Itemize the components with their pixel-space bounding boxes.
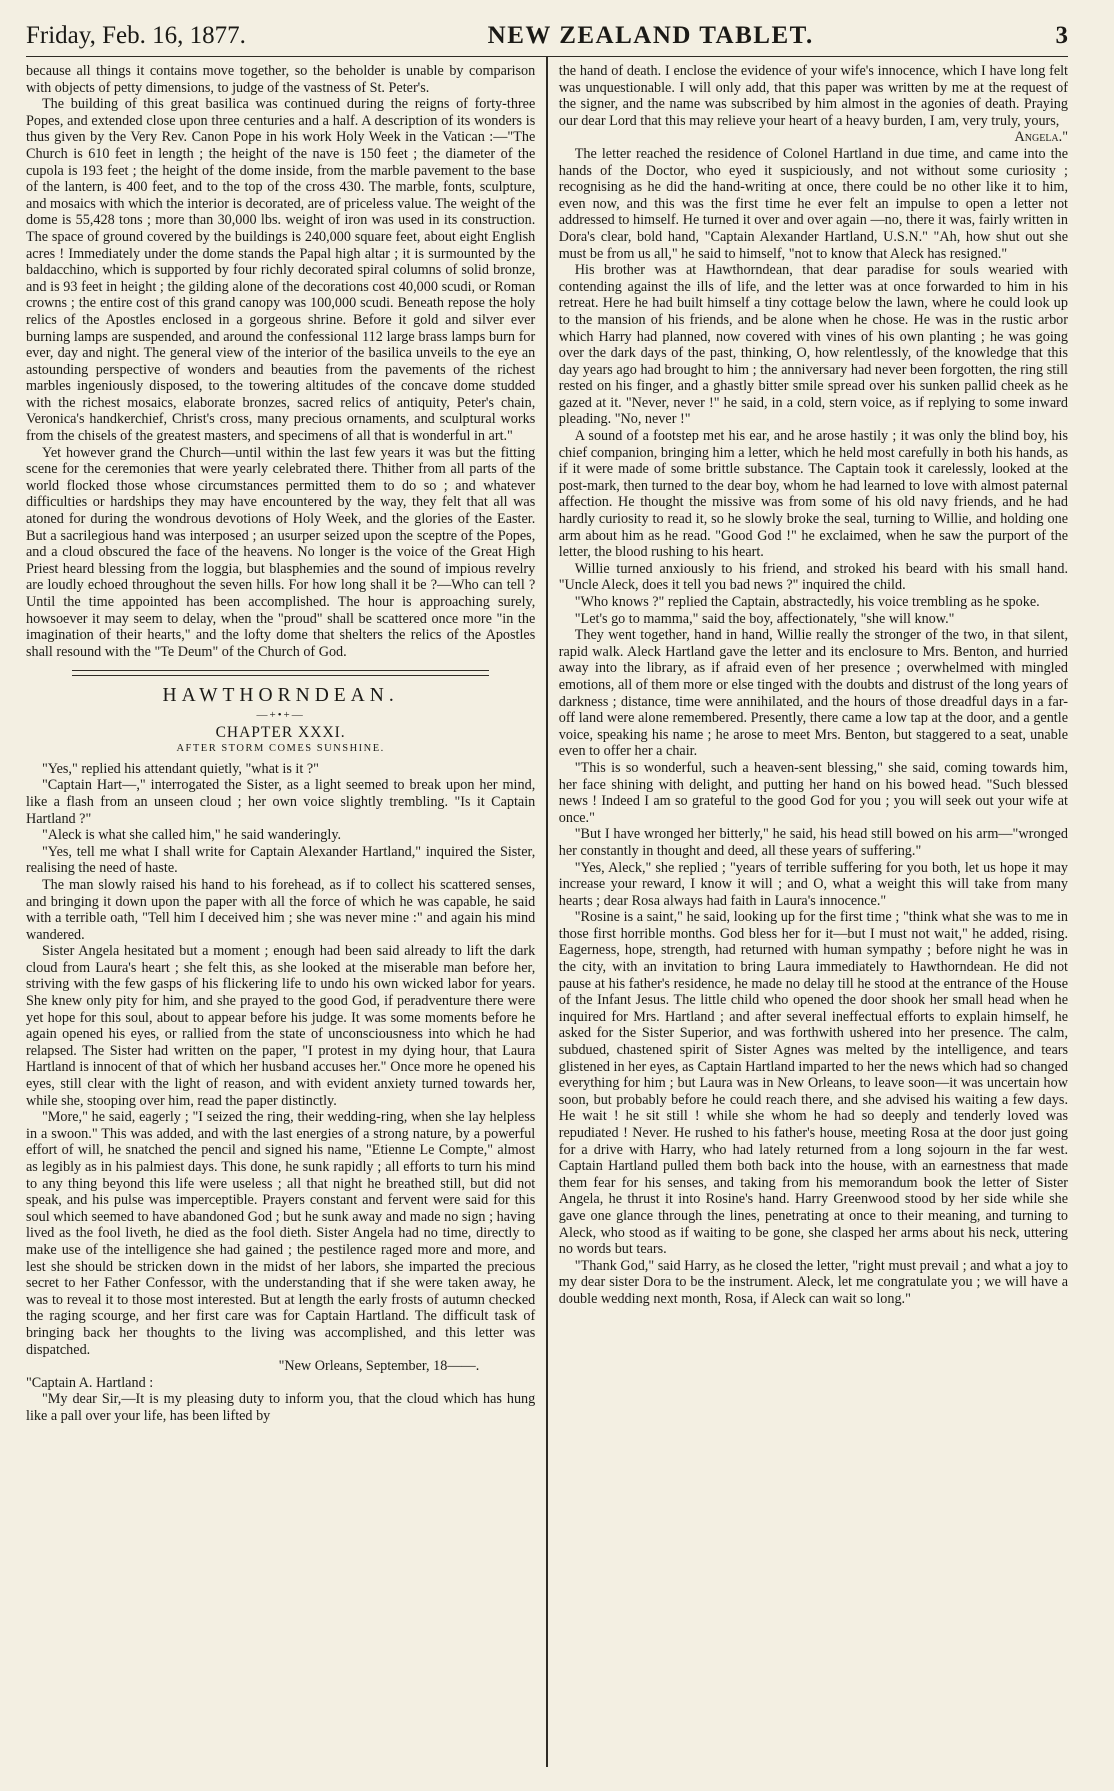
ornament: —+•+— [256, 708, 305, 721]
chapter-subtitle: AFTER STORM COMES SUNSHINE. [176, 743, 385, 755]
letter-signature: Angela." [1014, 129, 1068, 146]
story-paragraph: "Thank God," said Harry, as he closed the letter, "right must prevail ; and what a joy to my dear sister Dora to be the instrument. Aleck, let me congratulate you ; we will have a double wedding next month, Rosa, if Aleck can wait so long." [558, 1257, 1068, 1307]
chapter-title: CHAPTER XXXI. [215, 723, 346, 741]
article-columns [26, 57, 1068, 1767]
left-column [26, 57, 545, 1767]
story-paragraph: "Yes," replied his attendant quietly, "what is it ?" [42, 760, 319, 777]
issue-date: Friday, Feb. 16, 1877. [26, 22, 246, 49]
story-paragraph: "Who knows ?" replied the Captain, abstractedly, his voice trembling as he spoke. [574, 594, 1040, 610]
story-paragraph: "Aleck is what she called him," he said wanderingly. [42, 827, 342, 844]
story-paragraph: "Let's go to mamma," said the boy, affectionately, "she will know." [574, 610, 955, 627]
story-paragraph: "Captain Hart—," interrogated the Sister, as a light seemed to break upon her mind, like a flash from an unseen cloud ; her own voice slightly trembling. "Is it Captain Hartland ?" [26, 777, 536, 827]
story-paragraph: A sound of a footstep met his ear, and he arose hastily ; it was only the blind boy, his chief companion, bringing him a letter, which he held most carefully in both his hands, as if it were made of some brittle substance. The Captain took it carelessly, looked at the post-mark, then turned to the dear boy, whom he had learned to love with almost paternal affection. He thought the missive was from some of his old navy friends, and he had hardly curiosity to read it, so he slowly broke the seal, turning to Willie, and holding one arm about him as he read. "Good God !" he exclaimed, when he saw the purport of the letter, the blood rushing to his heart. [558, 428, 1068, 561]
story-paragraph: His brother was at Hawthorndean, that dear paradise for souls wearied with contending against the ills of life, and the letter was at once forwarded to him in his retreat. Here he had built himself a tiny cottage below the lawn, where he could look up to the mansion of his friends, and be alone when he chose. He was in the rustic arbor which Harry had planned, now covered with vines of his own planting ; he was going over the dark days of the past, thinking, O, how relentlessly, of the knowledge that this day years ago had brought to him ; the anniversary had never been forgotten, the ring still rested on his finger, and a ghastly bitter smile spread over his sunken pallid cheek as he gazed at it. "Never, never !" he said, in a cold, stern voice, as if replying to some inward pleading. "No, never !" [558, 262, 1068, 428]
right-column [549, 57, 1068, 1767]
story-title: HAWTHORNDEAN. [162, 685, 399, 707]
story-paragraph: "But I have wronged her bitterly," he said, his head still bowed on his arm—"wronged her constantly in thought and deed, all these years of suffering." [558, 826, 1068, 859]
story-paragraph: Sister Angela hesitated but a moment ; enough had been said already to lift the dark cloud from Laura's heart ; she felt this, as she looked at the miserable man before her, striving with the few gasps of his flickering life to undo his own wicked labor for years. She knew only pity for him, and she prayed to the good God, if peradventure there were yet hope for this soul, about to appear before his judge. It was some moments before he again opened his eyes, or rallied from the state of unconsciousness into which he had relapsed. The Sister had written on the paper, "I protest in my dying hour, that Laura Hartland is innocent of that of which her husband accuses her." Once more he opened his eyes, still clear with the light of reason, and with evident anxiety turned towards her, while she, stooping over him, read the paper distinctly. [26, 943, 536, 1109]
section-divider [26, 670, 535, 676]
article-paragraph: The building of this great basilica was continued during the reigns of forty-three Popes, and extended close upon three centuries and a half. A description of its wonders is thus given by the Very Rev. Canon Pope in his work Holy Week in the Vatican :—"The Church is 610 feet in length ; the height of the nave is 150 feet ; the diameter of the cupola is 193 feet ; the height of the dome inside, from the marble pavement to the base of the lantern, is 400 feet, and to the top of the cross 430. The marble, fonts, sculpture, and mosaics with which the interior is decorated, are of priceless value. The weight of the dome is 55,428 tons ; more than 30,000 lbs. weight of iron was used in its construction. The space of ground covered by the buildings is 240,000 square feet, about eight English acres ! Immediately under the dome stands the Papal high altar ; it is surmounted by the baldacchino, which is supported by four richly decorated spiral columns of solid bronze, and is 93 feet in height ; the gilding alone of the decorations cost 40,000 scudi, or Roman crowns ; the entire cost of this grand canopy was 100,000 scudi. Beneath repose the holy relics of the Apostles enclosed in a gorgeous shrine. Before it gold and silver ever burning lamps are suspended, and around the confessional 112 large brass lamps burn for ever, day and night. The general view of the interior of the basilica unveils to the eye an astounding perspective of wonders and beauties from the pavements of the richest marbles ingeniously disposed, to the towering altitudes of the concave dome studded with the richest mosaics, elaborate bronzes, sacred relics of antiquity, Peter's chain, Veronica's handkerchief, Christ's cross, many precious ornaments, and sculptural works from the chisels of the greatest masters, and specimens of all that is wonderful in art." [26, 96, 536, 445]
letter-body-end: the hand of death. I enclose the evidence of your wife's innocence, which I have long felt was unquestionable. I will only add, that this paper was written by me at the request of the signer, and the name was subscribed by him almost in the agonies of death. Praying our dear Lord that this may relieve your heart of a heavy burden, I am, very truly, yours, [558, 63, 1068, 129]
article-paragraph: Yet however grand the Church—until within the last few years it was but the fitting scene for the ceremonies that were yearly celebrated there. Thither from all parts of the world flocked those whose circumstances permitted them to do so ; and whatever difficulties or hardships they may have encountered by the way, they felt that all was atoned for during the wondrous devotions of Holy Week, and the glories of the Easter. But a sacrilegious hand was interposed ; an usurper seized upon the sceptre of the Popes, and a cloud obscured the face of the heavens. No longer is the voice of the Great High Priest heard blessing from the loggia, but blasphemies and the sound of impious revelry are loudly echoed throughout the seven hills. For how long shall it be ?—Who can tell ? Until the time appointed has been accomplished. The hour is approaching surely, howsoever it may seem to delay, when the "proud" shall be scattered once more "in the imagination of their hearts," and the lofty dome that shelters the relics of the Apostles shall resound with the "Te Deum" of the Church of God. [26, 444, 536, 660]
divider-rule [72, 670, 490, 671]
story-paragraph: The letter reached the residence of Colonel Hartland in due time, and came into the hands of the Doctor, who eyed it suspiciously, and not without some curiosity ; recognising as he did the hand-writing at once, there could be no other like it to him, even now, and this was the first time he ever felt an impulse to open a letter not addressed to himself. He turned it over and over again —no, there it was, fairly written in Dora's clear, bold hand, "Captain Alexander Hartland, U.S.N." "Ah, how shut out she must be from us all," he said to himself, "not to know that Aleck has resigned." [558, 145, 1068, 262]
story-paragraph: The man slowly raised his hand to his forehead, as if to collect his scattered senses, and bringing it down upon the paper with all the force of which he was capable, he said with a terrible oath, "Tell him I deceived him ; she was never mine :" and again his mind wandered. [26, 876, 536, 943]
column-divider [546, 57, 548, 1767]
letter-body-start: "My dear Sir,—It is my pleasing duty to inform you, that the cloud which has hung like a pall over your life, has been lifted by [26, 1391, 536, 1424]
story-paragraph: They went together, hand in hand, Willie really the stronger of the two, in that silent, rapid walk. Aleck Hartland gave the letter and its enclosure to Mrs. Benton, and hurried away into the library, as if afraid even of her presence ; overwhelmed with mingled emotions, all of them more or else tinged with the doubts and distrust of the long years of darkness ; distance, time were annihilated, and the hours of those dreadful days in a far-off land were alone remembered. Presently, there came a low tap at the door, and a gentle voice, speaking his name ; he arose to meet Mrs. Benton, but staggered to a seat, unable even to offer her a chair. [558, 627, 1068, 760]
story-paragraph: "More," he said, eagerly ; "I seized the ring, their wedding-ring, when she lay helpless in a swoon." This was added, and with the last energies of a strong nature, by a powerful effort of will, he snatched the pencil and signed his name, "Etienne Le Compte," almost as legibly as in his palmiest days. This done, he sunk rapidly ; all efforts to turn his mind to any thing beyond this life were useless ; all that night he breathed still, but did not speak, and his pulse was imperceptible. Prayers constant and fervent were said for this soul which seemed to have abandoned God ; but he sunk away and made no sign ; having lived as the fool liveth, he died as the fool dieth. Sister Angela had no time, directly to make use of the intelligence she had gained ; the pestilence raged more and more, and lest she should be stricken down in the midst of her labors, she imparted the precious secret to her Father Confessor, with the understanding that if she were taken away, he was to reveal it to those most interested. But at length the early frosts of autumn checked the raging scourge, and her first care was for Captain Hartland. The difficult task of bringing back her thoughts to the living was accomplished, and this letter was dispatched. [26, 1109, 536, 1358]
story-paragraph: "Yes, tell me what I shall write for Captain Alexander Hartland," inquired the Sister, realising the need of haste. [26, 843, 536, 877]
story-paragraph: "This is so wonderful, such a heaven-sent blessing," she said, coming towards him, her face shining with delight, and putting her hand on his bowed head. "Such blessed news ! Indeed I am so grateful to the good God for you ; you will seek out your wife at once." [558, 759, 1068, 826]
newspaper-title: NEW ZEALAND TABLET. [487, 22, 814, 49]
article-paragraph: because all things it contains move together, so the beholder is unable by comparison with objects of petty dimensions, to judge of the vastness of St. Peter's. [26, 63, 536, 96]
letter-salutation: "Captain A. Hartland : [26, 1374, 154, 1391]
story-paragraph: "Rosine is a saint," he said, looking up for the first time ; "think what she was to me in those first horrible months. God bless her for it—but I must not wait," he added, rising. Eagerness, hope, strength, had returned with human sympathy ; before night he was in the city, with an invitation to bring Laura immediately to Hawthorndean. He did not pause at his father's residence, he made no delay till he stood at the entrance of the House of the Infant Jesus. The little child who opened the door shook her small head when he inquired for Mrs. Hartland ; and after several ineffectual efforts to explain himself, he asked for the Sister Superior, and was forthwith ushered into her presence. The calm, subdued, chastened spirit of Sister Agnes was melted by the intelligence, and tears glistened in her eyes, as Captain Hartland imparted to her the news which had so changed everything for him ; but Laura was in New Orleans, to leave soon—it was uncertain how soon, but probably before he could reach there, and she advised his waiting a few days. He wait ! he sit still ! while she whom he had so deeply and tenderly loved was repudiated ! Never. He rushed to his father's house, meeting Rosa at the door just going for a drive with Harry, who had lately returned from a long sojourn in the far west. Captain Hartland pulled them both back into the house, with an earnestness that made them fear for his senses, and taking from his memorandum book the letter of Sister Angela, he thrust it into Rosine's hand. Harry Greenwood stood by her side while she gave one glance through the lines, penetrating at once to their meaning, and turning to Aleck, who stood as if waiting to be gone, she clasped her arms about his neck, uttering no words but tears. [558, 909, 1068, 1258]
letter-dateline: "New Orleans, September, 18——. [278, 1358, 480, 1375]
story-paragraph: "Yes, Aleck," she replied ; "years of terrible suffering for you both, let us hope it may increase your reward, I know it will ; and O, what a weight this will take from many hearts ; dear Rosa always had faith in Laura's innocence." [558, 859, 1068, 909]
page-number: 3 [1055, 22, 1068, 49]
running-head [26, 22, 1068, 57]
story-paragraph: Willie turned anxiously to his friend, and stroked his beard with his small hand. "Uncle Aleck, does it tell you bad news ?" inquired the child. [558, 560, 1068, 594]
divider-rule [72, 675, 490, 676]
